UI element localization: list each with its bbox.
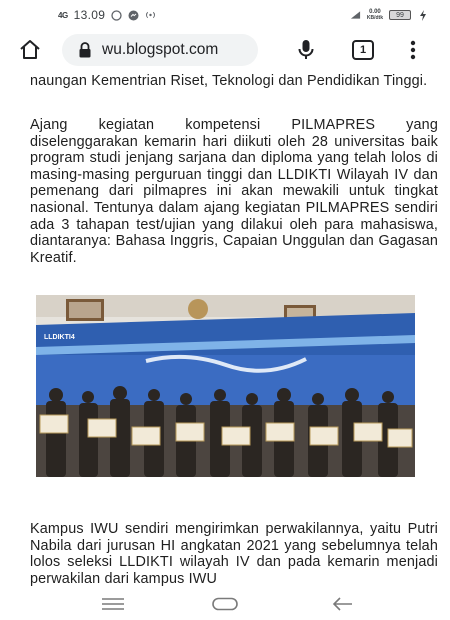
status-bar	[0, 0, 450, 30]
article-paragraph: Ajang kegiatan kompetensi PILMAPRES yang diselenggarakan kemarin hari diikuti oleh 28 universitas baik program studi jenjang sarjana dan diploma yang telah lolos di masing-masing perguruan tinggi dan LLDIKTI Wilayah IV dan pemenang dari pilmapres ini akan mewakili untuk tingkat nasional. Tentunya dalam ajang kegiatan PILMAPRES sendiri ada 3 tahapan test/ujian yang dilakui oleh para mahasiswa, diantaranya: Bahasa Inggris, Capaian Unggulan dan Gagasan Kreatif.	[30, 117, 438, 266]
article-photo[interactable]	[36, 295, 415, 477]
mic-icon[interactable]	[296, 38, 316, 62]
browser-toolbar	[0, 30, 450, 70]
battery-indicator: 99	[389, 10, 411, 20]
menu-icon[interactable]	[409, 39, 417, 61]
page-content	[0, 70, 450, 588]
group-photo-illustration	[36, 295, 415, 477]
home-pill-icon[interactable]	[210, 594, 240, 614]
back-icon[interactable]	[328, 594, 358, 614]
signal-indicator: 4G	[58, 10, 68, 20]
banner-label: LLDIKTI4	[44, 334, 75, 341]
url-text: wu.blogspot.com	[102, 41, 219, 58]
charging-icon	[417, 10, 428, 21]
address-bar[interactable]	[62, 34, 258, 66]
network-speed: 0.00 KB/dtk	[366, 9, 383, 21]
whatsapp-icon	[111, 10, 122, 21]
article-paragraph: naungan Kementrian Riset, Teknologi dan Pendidikan Tinggi.	[30, 73, 428, 89]
tab-switcher-icon[interactable]: 1	[352, 40, 374, 60]
lock-icon	[78, 42, 92, 58]
article-paragraph: Kampus IWU sendiri mengirimkan perwakilannya, yaitu Putri Nabila dari jurusan HI angkatan 2021 yang sebelumnya telah lolos seleksi LLDIKTI wilayah IV dan pada kemarin menjadi perwakilan dari kampus IWU	[30, 521, 438, 587]
system-nav-bar	[0, 588, 450, 620]
signal-bars-icon	[350, 10, 361, 21]
clock: 13.09	[73, 8, 106, 22]
home-icon[interactable]	[18, 38, 42, 62]
messenger-icon	[128, 10, 139, 21]
recents-icon[interactable]	[98, 594, 128, 614]
hotspot-icon	[145, 10, 156, 21]
